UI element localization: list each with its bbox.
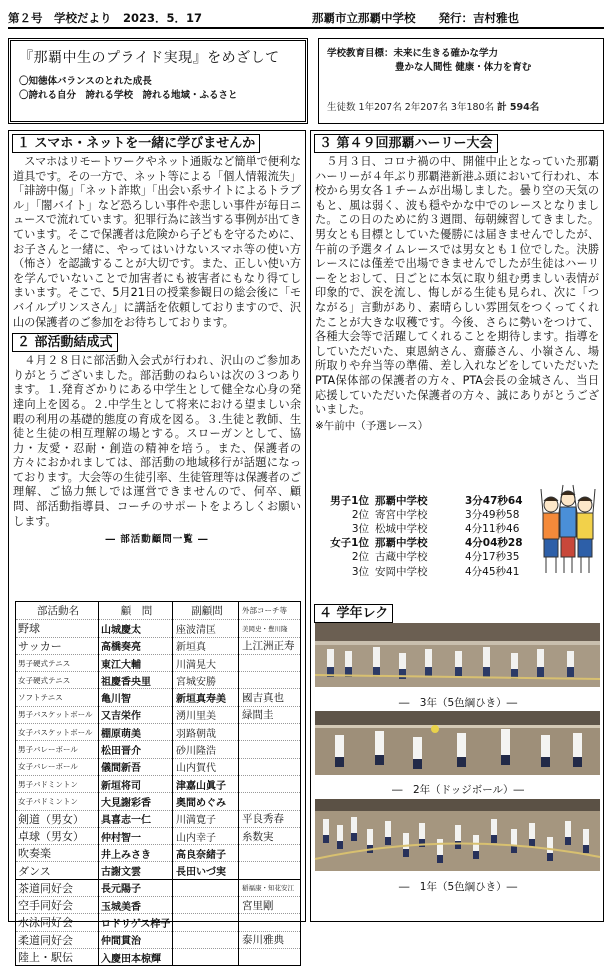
advisor-name: 仲村智一 — [101, 832, 141, 844]
table-row — [16, 706, 300, 723]
section-1-body: スマホはリモートワークやネット通販など簡単で便利な道具です。その一方で、ネット等による「個人情報流失」「誹謗中傷」「ネット詐欺」「出会い系サイトによるトラブル」「闇バイト」など恐ろしい事件や悲しい事件が毎日ニュースで流れています。犯罪行為に該当する事例が出てきています。そこで保護者は危険から子どもを守るために、お子さんと一緒に、やってはいけないスマホ等の使い方（怖さ）を認識することが大切です。また、正しい使い方を学んでいないことで加害者にも被害者にもなり得てしまいます。そこで、5月21日の授業参観日の総会後に「モバイルプリンスさん」に講話を依頼しておりますので、沢山の保護者のご参加をお待ちしております。 — [13, 155, 301, 329]
coach-name: 緑間圭 — [242, 709, 274, 722]
table-row — [16, 740, 300, 757]
result-rank: 2位 — [351, 508, 369, 521]
advisor-name: 棚原萌美 — [101, 728, 141, 740]
coach-name: 稲福康・知花安江 — [242, 884, 294, 893]
advisor-name: 祖慶香央里 — [101, 676, 151, 688]
sub-advisor-name: 川満寛子 — [176, 815, 216, 827]
race-result-row — [317, 507, 537, 521]
section-2-title: ２ 部活動結成式 — [12, 333, 118, 352]
coach-name: 美岡史・豊川隆 — [242, 624, 288, 633]
advisor-name: 東江大輔 — [101, 659, 141, 671]
race-result-row — [317, 536, 537, 550]
coach-name: 國吉真也 — [242, 692, 284, 705]
section-1-title: １ スマホ・ネットを一緒に学びませんか — [12, 134, 260, 153]
result-rank: 2位 — [351, 551, 369, 564]
header-coach: 外部コーチ等 — [242, 606, 287, 616]
motto-line: 〇誇れる自分 誇れる学校 誇れる地域・ふるさと — [19, 90, 238, 101]
sub-advisor-name: 山内幸子 — [176, 832, 216, 844]
photo-caption: ― 2年（ドッジボール）― — [391, 784, 525, 796]
grade1-tug-of-war-photo — [315, 799, 600, 871]
result-time: 4分45秒41 — [465, 565, 520, 578]
grade2-dodgeball-photo — [315, 711, 600, 775]
coach-name: 平良秀春 — [242, 813, 284, 826]
club-name: ダンス — [18, 864, 51, 878]
club-name: 剣道（男女） — [18, 812, 84, 826]
table-row — [16, 775, 300, 792]
club-advisor-table — [15, 601, 301, 966]
club-name: 陸上・駅伝 — [18, 951, 73, 965]
section-2-body: ４月２８日に部活動入会式が行われ、沢山のご参加ありがとうございました。部活動のねらいは次の３つあります。１.発育ざかりにある中学生として健全な心身の発達向上を図る。２.中学生として将来における望ましい余暇の利用の基礎的態度の育成を図る。３.生徒と教師、生徒と生徒の相互理解の場とする。スローガンとして、協力・友愛・忍耐・創造の精神を培う。また、保護者の方々におかれましては、部活動の地域移行が話題になっております。大会等の生徒引率、生徒管理等は保護者のご理解、ご協力無しでは運営できませんので、何卒、顧問、部活動指導員、コーチのサポートをよろしくお願いします。 — [13, 354, 301, 528]
sub-advisor-name: 羽路朝哉 — [176, 728, 216, 740]
club-name: 空手同好会 — [18, 899, 73, 913]
issue-info: 第２号 学校だより 2023．5．17 — [8, 11, 203, 25]
advisor-name: 入慶田本椋輝 — [101, 953, 161, 965]
motto-line: 〇知徳体バランスのとれた成長 — [19, 76, 152, 87]
advisor-name: 仲間貫治 — [101, 936, 141, 948]
result-time: 3分49秒58 — [465, 508, 520, 521]
advisor-name: 儀間新吾 — [101, 763, 141, 775]
advisor-name: 古謝文雲 — [101, 867, 141, 879]
race-result-row — [317, 493, 537, 507]
club-name: 女子バレーボール — [18, 762, 78, 772]
club-name: サッカー — [18, 639, 62, 653]
table-row — [16, 913, 300, 930]
result-school: 安岡中学校 — [375, 565, 428, 578]
table-header-row — [16, 602, 300, 619]
table-row — [16, 792, 300, 809]
advisor-name: 井上みさき — [101, 849, 151, 861]
club-name: 水泳同好会 — [18, 916, 73, 930]
club-name: 卓球（男女） — [18, 830, 84, 843]
result-school: 那覇中学校 — [375, 537, 428, 550]
motto-title: 『那覇中生のプライド実現』をめざして — [19, 50, 280, 66]
sub-advisor-name: 砂川隆浩 — [176, 746, 216, 758]
club-name: 野球 — [18, 622, 40, 636]
table-row — [16, 723, 300, 740]
section-3-body: ５月３日、コロナ禍の中、開催中止となっていた那覇ハーリーが４年ぶり那覇港新港ふ頭において行われ、本校から男女各１チームが出場しました。曇り空の天気のもと、風は弱く、波も穏やかな中でのレースとなりました。この日のために約３週間、毎朝練習してきました。男女とも目標としていた優勝には届きませんでしたが、午前の予選タイムレースでは男女とも１位でした。決勝レースには僅差で出場できませんでしたが生徒はハーリーをとおして、日ごとに本気に取り組む勇ましい表情が印象的で、涙を流し、悔しがる生徒も見られ、次に「つながる」言動があり、素晴らしい雰囲気をつくってくれたことが大きな収穫です。今後、さらに勢いをつけて、各種大会等で活躍してくれることを期待します。指導をしていただいた、東恩納さん、齋藤さん、小嶺さん、場所取りや弁当等の準備、差し入れなどをしていただいたPTA保体部の保護者の方々、PTA会長の金城さん、当日応援していただいた保護者の方々、誠にありがとうございました。 — [315, 155, 599, 417]
table-row — [16, 654, 300, 671]
advisor-name: 玉城美香 — [101, 901, 141, 913]
header-divider — [8, 27, 604, 29]
club-name: 女子硬式テニス — [18, 675, 71, 685]
table-divider — [172, 602, 173, 965]
club-table-title: ― 部活動顧問一覧 ― — [105, 534, 209, 546]
club-name: 男子バスケットボール — [18, 710, 93, 720]
table-row — [16, 931, 300, 948]
table-row — [16, 619, 300, 636]
table-row — [16, 896, 300, 913]
result-time: 4分11秒46 — [465, 522, 520, 535]
club-name: 吹奏楽 — [18, 847, 51, 861]
publisher-info: 那覇市立那覇中学校 発行：吉村雅也 — [312, 11, 519, 25]
advisor-name: 亀川智 — [101, 694, 131, 706]
result-rank: 女子1位 — [330, 537, 369, 550]
table-row — [16, 879, 300, 896]
sub-advisor-name: 高良奈緒子 — [176, 849, 226, 861]
result-time: 4分04秒28 — [465, 537, 523, 550]
newsletter-header — [8, 6, 604, 26]
goal-line: 豊かな人間性 健康・体力を育む — [395, 62, 532, 73]
result-school: 松城中学校 — [375, 522, 428, 535]
table-divider — [98, 602, 99, 965]
race-note: ※午前中（予選レース） — [315, 419, 429, 432]
advisor-name: ロドリゲス梓子 — [101, 918, 171, 930]
advisor-name: 高橋奏亮 — [101, 642, 141, 654]
race-result-row — [317, 550, 537, 564]
table-row — [16, 861, 300, 878]
club-name: 男子硬式テニス — [18, 658, 71, 668]
section-3-title: ３ 第４９回那覇ハーリー大会 — [314, 134, 498, 153]
table-row — [16, 948, 300, 965]
result-time: 3分47秒64 — [465, 494, 523, 507]
result-rank: 3位 — [351, 565, 369, 578]
header-club: 部活動名 — [37, 605, 79, 618]
sub-advisor-name: 宮城安勝 — [176, 676, 216, 688]
cheering-kids-illustration — [537, 479, 599, 577]
result-school: 那覇中学校 — [375, 494, 428, 507]
school-goal-box — [318, 38, 604, 124]
advisor-name: 松田晋介 — [101, 746, 141, 758]
coach-name: 上江洲正寿 — [242, 640, 295, 653]
photo-caption: ― 3年（5色綱ひき）― — [398, 697, 518, 709]
header-advisor: 顧 問 — [120, 605, 153, 618]
sub-advisor-name: 湧川里美 — [176, 711, 216, 723]
sub-advisor-name: 座波清匡 — [176, 624, 216, 636]
table-divider — [238, 602, 239, 965]
table-row — [16, 827, 300, 844]
club-name: 男子バレーボール — [18, 745, 78, 755]
club-name: 柔道同好会 — [18, 933, 73, 947]
table-row — [16, 688, 300, 705]
grade3-tug-of-war-photo — [315, 623, 600, 687]
student-count-breakdown: 生徒数 1年207名 2年207名 3年180名 — [327, 102, 498, 113]
club-name: 茶道同好会 — [18, 881, 73, 895]
advisor-name: 新垣将司 — [101, 780, 141, 792]
advisor-name: 大見謝彩香 — [101, 797, 151, 809]
goal-line: 学校教育目標：未来に生きる確かな学力 — [327, 48, 499, 59]
club-name: 女子バドミントン — [18, 796, 78, 806]
coach-name: 宮里剛 — [242, 899, 274, 912]
sub-advisor-name: 津嘉山眞子 — [176, 780, 226, 792]
sub-advisor-name: 奥間めぐみ — [176, 797, 226, 809]
table-row — [16, 844, 300, 861]
club-name: ソフトテニス — [18, 693, 63, 703]
left-column — [8, 130, 306, 965]
sub-advisor-name: 川満晃大 — [176, 659, 216, 671]
table-row — [16, 810, 300, 827]
advisor-name: 又吉栄作 — [101, 711, 141, 723]
sub-advisor-name: 長田いづ実 — [176, 867, 226, 879]
advisor-name: 山城慶太 — [101, 624, 141, 636]
coach-name: 糸数実 — [242, 830, 274, 843]
advisor-name: 長元陽子 — [101, 884, 141, 896]
student-count-total: 計 594名 — [497, 102, 540, 113]
result-rank: 男子1位 — [330, 494, 369, 507]
sub-advisor-name: 新垣真 — [176, 642, 206, 654]
table-row — [16, 758, 300, 775]
table-row — [16, 637, 300, 654]
table-row — [16, 671, 300, 688]
photo-caption: ― 1年（5色綱ひき）― — [398, 881, 518, 893]
coach-name: 泰川雅典 — [242, 934, 284, 947]
result-rank: 3位 — [351, 522, 369, 535]
header-sub-advisor: 副顧問 — [191, 605, 223, 618]
sub-advisor-name: 山内賀代 — [176, 763, 216, 775]
advisor-name: 具喜志一仁 — [101, 815, 151, 827]
student-count — [327, 99, 539, 113]
race-result-row — [317, 564, 537, 578]
result-school: 寄宮中学校 — [375, 508, 428, 521]
club-name: 男子バドミントン — [18, 779, 78, 789]
right-column — [310, 130, 604, 922]
motto-box — [8, 38, 308, 124]
section-4-title: ４ 学年レク — [314, 604, 393, 623]
result-school: 古蔵中学校 — [375, 551, 428, 564]
sub-advisor-name: 新垣真寿美 — [176, 694, 226, 706]
club-name: 女子バスケットボール — [18, 727, 93, 737]
result-time: 4分17秒35 — [465, 551, 520, 564]
race-result-row — [317, 521, 537, 535]
race-results — [317, 493, 537, 578]
